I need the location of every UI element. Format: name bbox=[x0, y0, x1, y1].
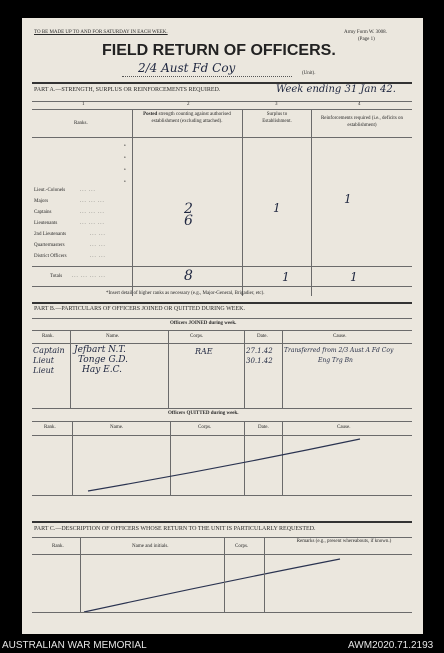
joined-title: Officers JOINED during week. bbox=[170, 321, 237, 326]
joined-row-2-name: Tonge G.D. bbox=[78, 355, 128, 365]
quitted-col-cause: Cause. bbox=[337, 425, 351, 430]
dot-leader: ... ... ... bbox=[80, 199, 105, 204]
rank-lieut-colonels: Lieut.-Colonels bbox=[34, 188, 66, 193]
col-header-reinforcements: Reinforcements required (i.e., deficits on establishment) bbox=[320, 116, 404, 128]
partc-bottom-rule bbox=[32, 612, 412, 613]
quitted-col-name: Name. bbox=[110, 425, 124, 430]
partc-col-rank: Rank. bbox=[52, 544, 64, 549]
joined-row-3-rank: Lieut bbox=[33, 366, 54, 375]
dot-leader: ... ... bbox=[90, 254, 106, 259]
footer-right: AWM2020.71.2193 bbox=[348, 640, 434, 651]
total-reinf: 1 bbox=[350, 270, 358, 284]
posted-lieutenants: 6 bbox=[184, 213, 193, 229]
week-ending: Week ending 31 Jan 42. bbox=[276, 84, 396, 95]
col-header-ranks: Ranks. bbox=[74, 121, 88, 126]
dot-leader: ... ... ... bbox=[80, 210, 105, 215]
partc-header-rule bbox=[32, 554, 412, 555]
rank-district-officers: District Officers bbox=[34, 254, 67, 259]
quitted-col-rank: Rank. bbox=[44, 425, 56, 430]
part-c-heading: PART C.—DESCRIPTION OF OFFICERS WHOSE RETURN TO THE UNIT IS PARTICULARLY REQUESTED. bbox=[34, 526, 316, 532]
form-sheet bbox=[22, 18, 423, 634]
dot-marker: • bbox=[124, 156, 126, 161]
total-posted: 8 bbox=[184, 268, 193, 284]
dot-marker: • bbox=[124, 168, 126, 173]
posted-bold: Posted bbox=[143, 112, 158, 117]
col-header-surplus: Surplus to Establishment. bbox=[262, 112, 292, 124]
partc-vline-1 bbox=[80, 537, 81, 613]
quitted-col-corps: Corps. bbox=[198, 425, 212, 430]
joined-row-2-date: 30.1.42 bbox=[246, 357, 273, 365]
col-num-3: 3 bbox=[275, 102, 278, 107]
dot-marker: • bbox=[124, 144, 126, 149]
part-a-footnote: *Insert detail of higher ranks as necessary (e.g., Major-General, Brigadier, etc). bbox=[106, 291, 265, 296]
dot-leader: ... ... ... bbox=[80, 221, 105, 226]
partc-vline-3 bbox=[264, 537, 265, 613]
dot-leader: ... ... ... ... bbox=[72, 274, 106, 279]
part-a-heading: PART A.—STRENGTH, SURPLUS OR REINFORCEMENTS REQUIRED. bbox=[34, 87, 221, 93]
reinf-majors: 1 bbox=[344, 192, 352, 206]
joined-row-1-date: 27.1.42 bbox=[246, 347, 273, 355]
form-title: FIELD RETURN OF OFFICERS. bbox=[102, 42, 336, 59]
dot-leader: ... ... bbox=[80, 188, 96, 193]
joined-row-2-rank: Lieut bbox=[33, 356, 54, 365]
footer-left: AUSTRALIAN WAR MEMORIAL bbox=[2, 640, 147, 651]
unit-handwritten: 2/4 Aust Fd Coy bbox=[138, 61, 236, 75]
dot-leader: ... ... bbox=[90, 232, 106, 237]
joined-row-3-name: Hay E.C. bbox=[82, 365, 123, 375]
quitted-strike-line bbox=[88, 439, 360, 491]
joined-row-1-cause: Transferred from 2/3 Aust A Fd Coy bbox=[284, 347, 394, 354]
partc-col-remarks: Remarks (e.g., present whereabouts, if known.) bbox=[296, 539, 392, 544]
form-number: Army Form W. 3008. bbox=[344, 30, 387, 35]
posted-captains: 2 bbox=[184, 201, 193, 217]
partc-col-corps: Corps. bbox=[235, 544, 249, 549]
partc-vline-2 bbox=[224, 537, 225, 613]
partc-strike-line bbox=[84, 559, 340, 612]
col-num-4: 4 bbox=[358, 102, 361, 107]
rank-quartermasters: Quartermasters bbox=[34, 243, 65, 248]
rank-majors: Majors bbox=[34, 199, 49, 204]
unit-label: (Unit). bbox=[302, 71, 316, 76]
rank-2nd-lieutenants: 2nd Lieutenants bbox=[34, 232, 67, 237]
quitted-title: Officers QUITTED during week. bbox=[168, 411, 239, 416]
joined-col-cause: Cause. bbox=[333, 334, 347, 339]
page-number: (Page 1) bbox=[358, 37, 375, 42]
joined-row-2-cause: Eng Trg Bn bbox=[318, 357, 353, 364]
posted-rest: strength counting against authorised establishment (excluding attached). bbox=[151, 112, 231, 124]
part-b-heading: PART B.—PARTICULARS OF OFFICERS JOINED OR QUITTED DURING WEEK. bbox=[34, 306, 245, 312]
rank-captains: Captains bbox=[34, 210, 52, 215]
joined-col-corps: Corps. bbox=[190, 334, 204, 339]
totals-label: Totals bbox=[50, 274, 63, 279]
col-num-1: 1 bbox=[82, 102, 85, 107]
joined-row-1-corps: RAE bbox=[195, 347, 213, 356]
total-surplus: 1 bbox=[282, 270, 290, 284]
col-num-2: 2 bbox=[187, 102, 190, 107]
joined-col-name: Name. bbox=[106, 334, 120, 339]
surplus-majors: 1 bbox=[273, 201, 281, 215]
rank-lieutenants: Lieutenants bbox=[34, 221, 58, 226]
joined-row-1-name: Jefbart N.T. bbox=[74, 345, 126, 355]
dot-marker: • bbox=[124, 180, 126, 185]
joined-row-1-rank: Captain bbox=[33, 346, 65, 355]
part-c-top-rule bbox=[32, 521, 412, 523]
quitted-col-date: Date. bbox=[258, 425, 269, 430]
joined-col-date: Date. bbox=[257, 334, 268, 339]
instruction-text: TO BE MADE UP TO AND FOR SATURDAY IN EACH WEEK. bbox=[34, 30, 168, 35]
partc-col-name: Name and initials. bbox=[132, 544, 169, 549]
joined-col-rank: Rank. bbox=[42, 334, 54, 339]
dot-leader: ... ... bbox=[90, 243, 106, 248]
